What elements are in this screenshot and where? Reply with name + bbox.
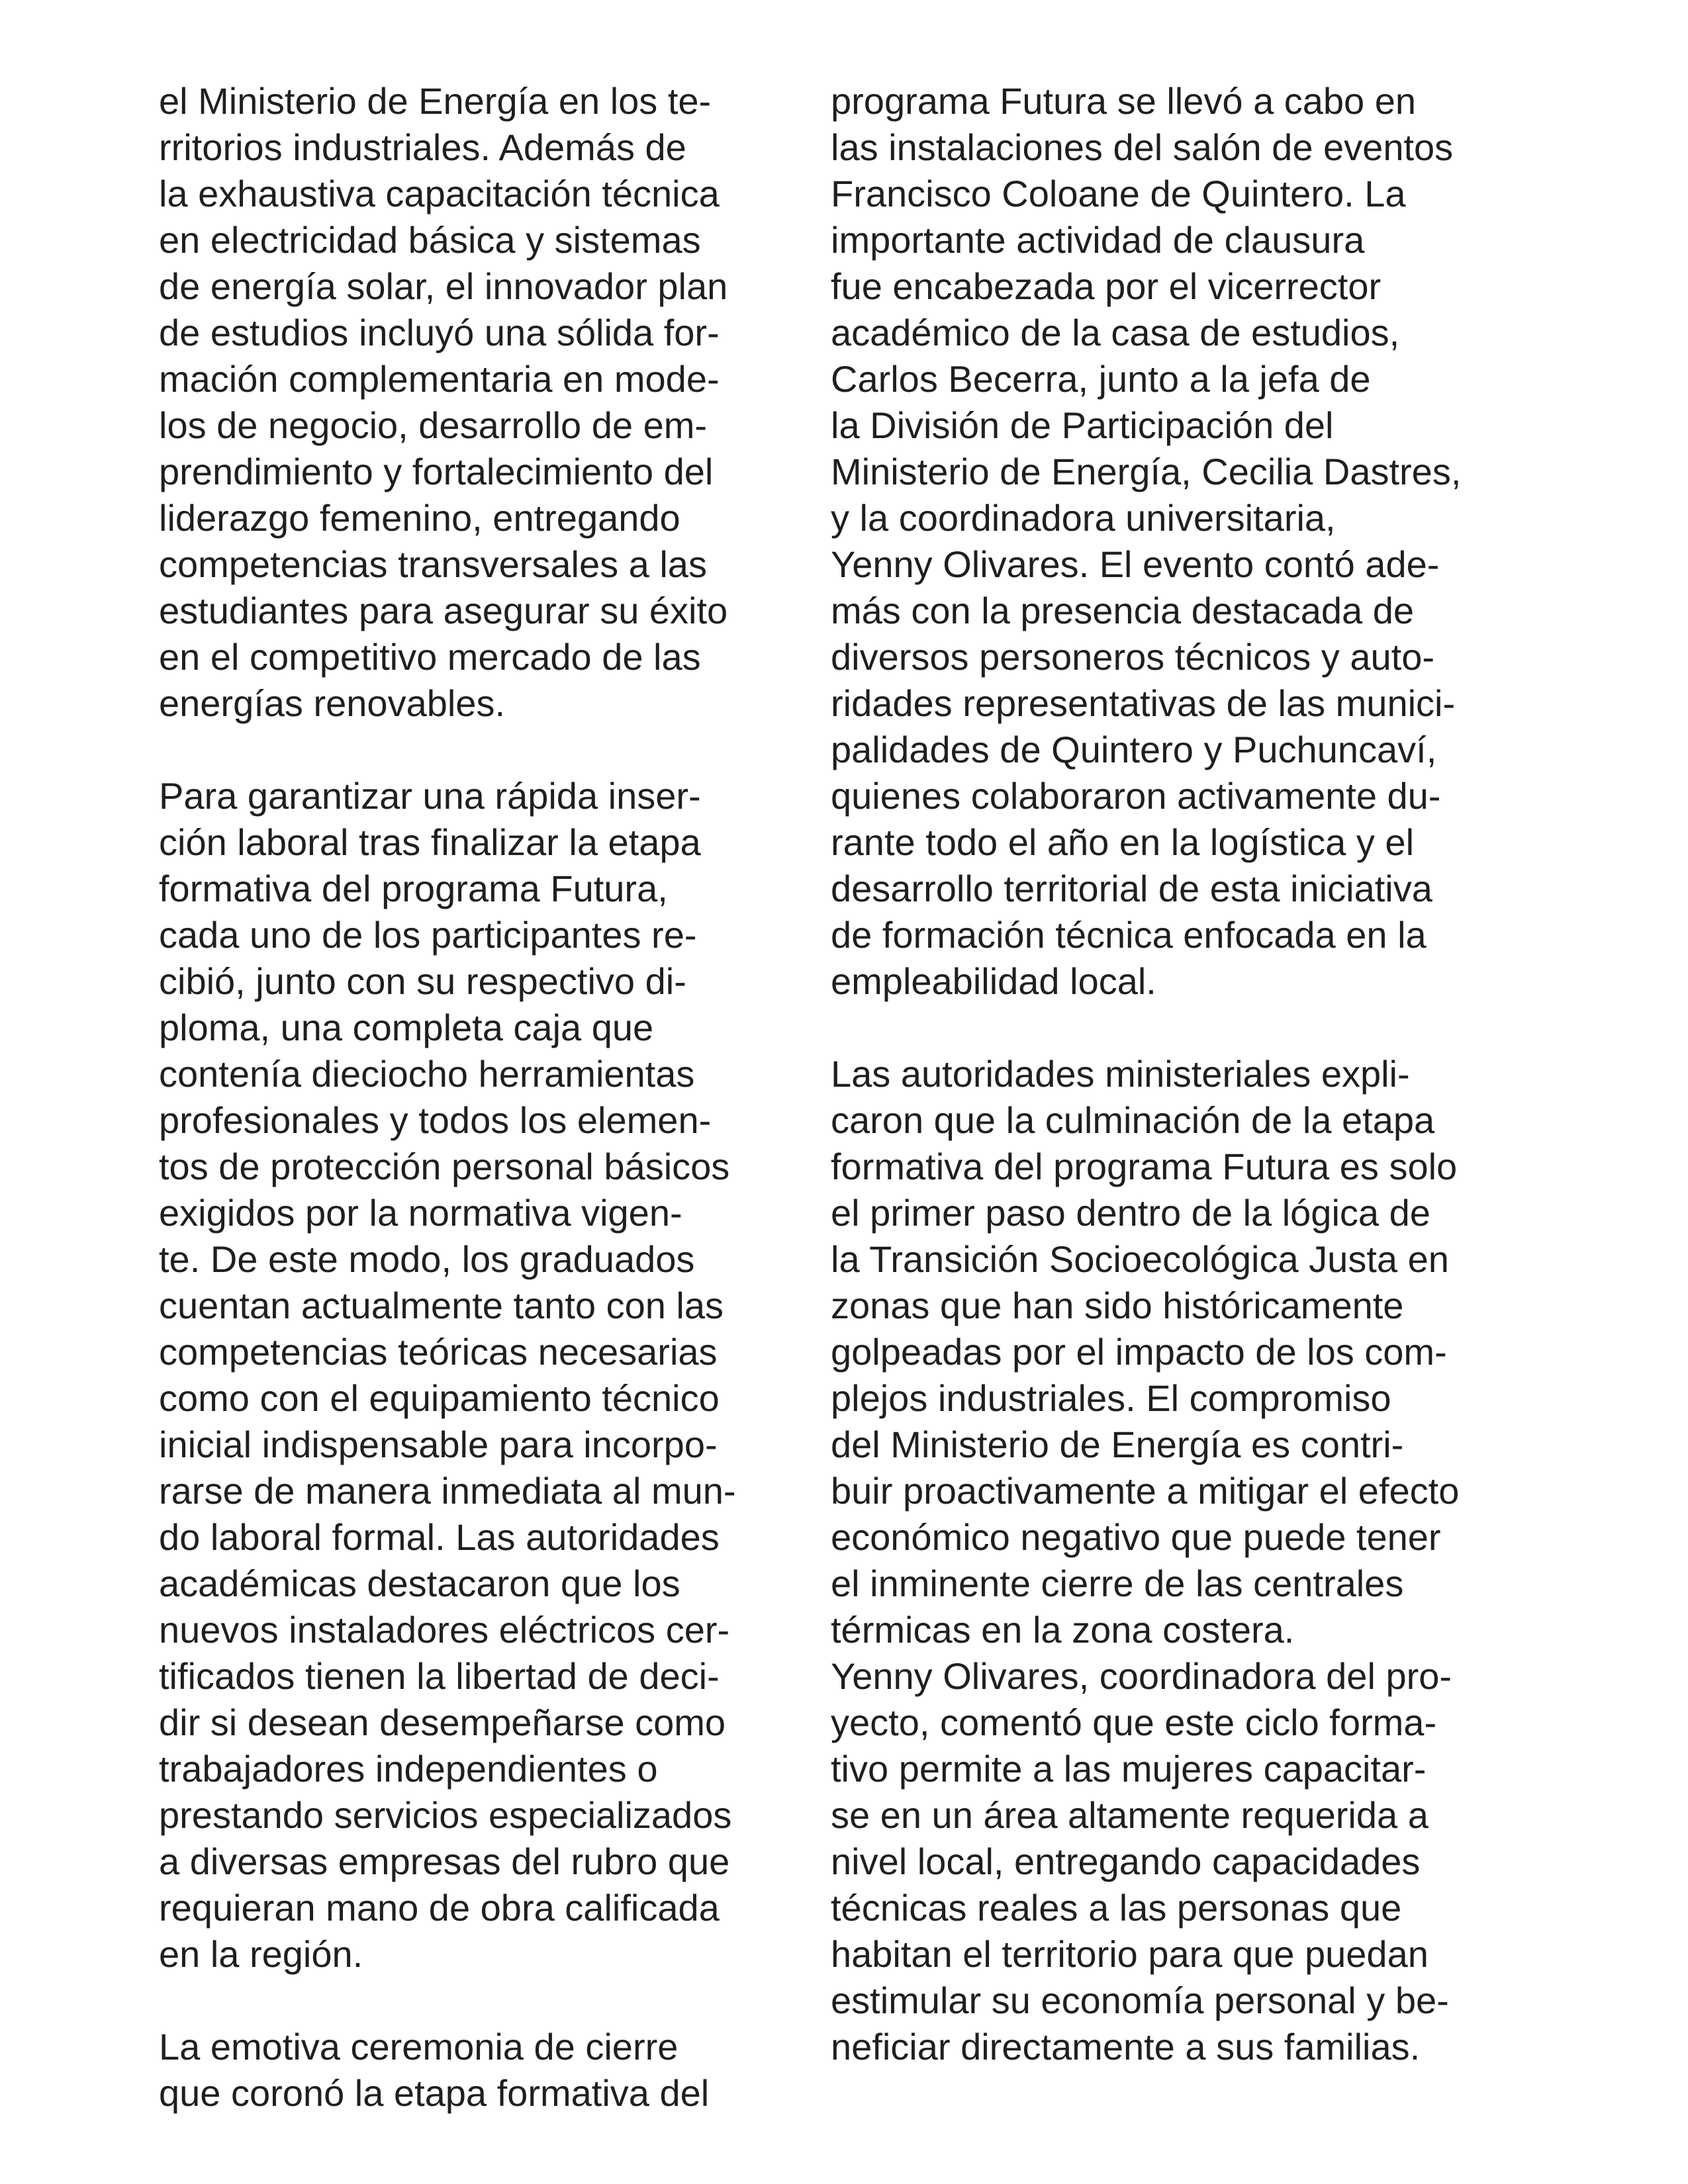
text-line: de energía solar, el innovador plan (159, 265, 728, 307)
paragraph (159, 773, 821, 1978)
text-line: la exhaustiva capacitación técnica (159, 173, 720, 214)
text-line: inicial indispensable para incorpo- (159, 1424, 718, 1465)
text-line: se en un área altamente requerida a (831, 1794, 1429, 1836)
text-line: la División de Participación del (831, 404, 1334, 446)
text-line: las instalaciones del salón de eventos (831, 126, 1454, 168)
text-line: Yenny Olivares, coordinadora del pro- (831, 1655, 1452, 1697)
text-line: en el competitivo mercado de las (159, 636, 701, 678)
text-line: programa Futura se llevó a cabo en (831, 80, 1417, 122)
text-line: estudiantes para asegurar su éxito (159, 590, 728, 631)
text-line: más con la presencia destacada de (831, 590, 1414, 631)
text-line: mación complementaria en mode- (159, 358, 720, 400)
text-line: exigidos por la normativa vigen- (159, 1192, 682, 1234)
text-line: te. De este modo, los graduados (159, 1238, 695, 1280)
text-line: económico negativo que puede tener (831, 1516, 1441, 1558)
text-line: académicas destacaron que los (159, 1563, 680, 1604)
text-line: cada uno de los participantes re- (159, 914, 697, 956)
text-line: profesionales y todos los elemen- (159, 1099, 712, 1141)
text-line: tivo permite a las mujeres capacitar- (831, 1748, 1427, 1790)
text-line: que coronó la etapa formativa del (159, 2072, 710, 2114)
text-line: térmicas en la zona costera. (831, 1609, 1295, 1651)
text-line: formativa del programa Futura, (159, 868, 668, 909)
text-line: quienes colaboraron activamente du- (831, 775, 1441, 817)
text-line: a diversas empresas del rubro que (159, 1841, 730, 1882)
text-line: contenía dieciocho herramientas (159, 1053, 695, 1095)
text-line: Ministerio de Energía, Cecilia Dastres, (831, 451, 1462, 492)
text-line: técnicas reales a las personas que (831, 1887, 1402, 1929)
paragraph (159, 78, 821, 727)
text-line: do laboral formal. Las autoridades (159, 1516, 720, 1558)
text-line: el Ministerio de Energía en los te- (159, 80, 712, 122)
text-line: Carlos Becerra, junto a la jefa de (831, 358, 1371, 400)
text-line: cuentan actualmente tanto con las (159, 1285, 724, 1326)
text-line: de formación técnica enfocada en la (831, 914, 1427, 956)
paragraph (831, 1051, 1559, 2070)
text-line: La emotiva ceremonia de cierre (159, 2026, 679, 2068)
text-line: cibió, junto con su respectivo di- (159, 960, 686, 1002)
text-line: neficiar directamente a sus familias. (831, 2026, 1421, 2068)
text-line: Yenny Olivares. El evento contó ade- (831, 543, 1440, 585)
text-line: de estudios incluyó una sólida for- (159, 312, 720, 353)
text-line: en la región. (159, 1933, 363, 1975)
text-line: competencias teóricas necesarias (159, 1331, 718, 1373)
paragraph (831, 78, 1559, 1005)
paragraph (159, 2024, 821, 2116)
text-line: Las autoridades ministeriales expli- (831, 1053, 1410, 1095)
text-line: energías renovables. (159, 682, 506, 724)
text-line: formativa del programa Futura es solo (831, 1146, 1458, 1187)
text-line: competencias transversales a las (159, 543, 707, 585)
text-line: nuevos instaladores eléctricos cer- (159, 1609, 730, 1651)
text-line: la Transición Socioecológica Justa en (831, 1238, 1449, 1280)
text-line: los de negocio, desarrollo de em- (159, 404, 708, 446)
text-line: ridades representativas de las munici- (831, 682, 1456, 724)
text-line: y la coordinadora universitaria, (831, 497, 1336, 539)
text-line: liderazgo femenino, entregando (159, 497, 680, 539)
text-line: el inminente cierre de las centrales (831, 1563, 1404, 1604)
text-line: en electricidad básica y sistemas (159, 219, 701, 261)
text-line: el primer paso dentro de la lógica de (831, 1192, 1430, 1234)
text-line: habitan el territorio para que puedan (831, 1933, 1429, 1975)
text-line: prendimiento y fortalecimiento del (159, 451, 714, 492)
text-line: fue encabezada por el vicerrector (831, 265, 1382, 307)
text-line: buir proactivamente a mitigar el efecto (831, 1470, 1460, 1512)
text-line: golpeadas por el impacto de los com- (831, 1331, 1447, 1373)
text-line: trabajadores independientes o (159, 1748, 658, 1790)
text-line: yecto, comentó que este ciclo forma- (831, 1702, 1437, 1743)
text-line: como con el equipamiento técnico (159, 1377, 720, 1419)
text-line: rante todo el año en la logística y el (831, 821, 1415, 863)
text-line: dir si desean desempeñarse como (159, 1702, 726, 1743)
text-line: estimular su economía personal y be- (831, 1979, 1449, 2021)
text-line: académico de la casa de estudios, (831, 312, 1400, 353)
text-line: rritorios industriales. Además de (159, 126, 686, 168)
text-line: palidades de Quintero y Puchuncaví, (831, 729, 1437, 770)
text-line: del Ministerio de Energía es contri- (831, 1424, 1404, 1465)
text-line: requieran mano de obra calificada (159, 1887, 720, 1929)
text-line: prestando servicios especializados (159, 1794, 732, 1836)
text-line: diversos personeros técnicos y auto- (831, 636, 1434, 678)
text-line: Francisco Coloane de Quintero. La (831, 173, 1406, 214)
text-line: ploma, una completa caja que (159, 1007, 654, 1048)
text-line: Para garantizar una rápida inser- (159, 775, 701, 817)
text-column-right (831, 78, 1559, 2116)
text-line: importante actividad de clausura (831, 219, 1365, 261)
text-line: caron que la culminación de la etapa (831, 1099, 1435, 1141)
text-line: desarrollo territorial de esta iniciativa (831, 868, 1432, 909)
text-line: rarse de manera inmediata al mun- (159, 1470, 736, 1512)
text-line: tificados tienen la libertad de deci- (159, 1655, 720, 1697)
text-line: zonas que han sido históricamente (831, 1285, 1404, 1326)
text-line: empleabilidad local. (831, 960, 1156, 1002)
text-line: tos de protección personal básicos (159, 1146, 730, 1187)
text-line: ción laboral tras finalizar la etapa (159, 821, 701, 863)
text-line: plejos industriales. El compromiso (831, 1377, 1391, 1419)
text-column-left (159, 78, 821, 2163)
text-line: nivel local, entregando capacidades (831, 1841, 1421, 1882)
